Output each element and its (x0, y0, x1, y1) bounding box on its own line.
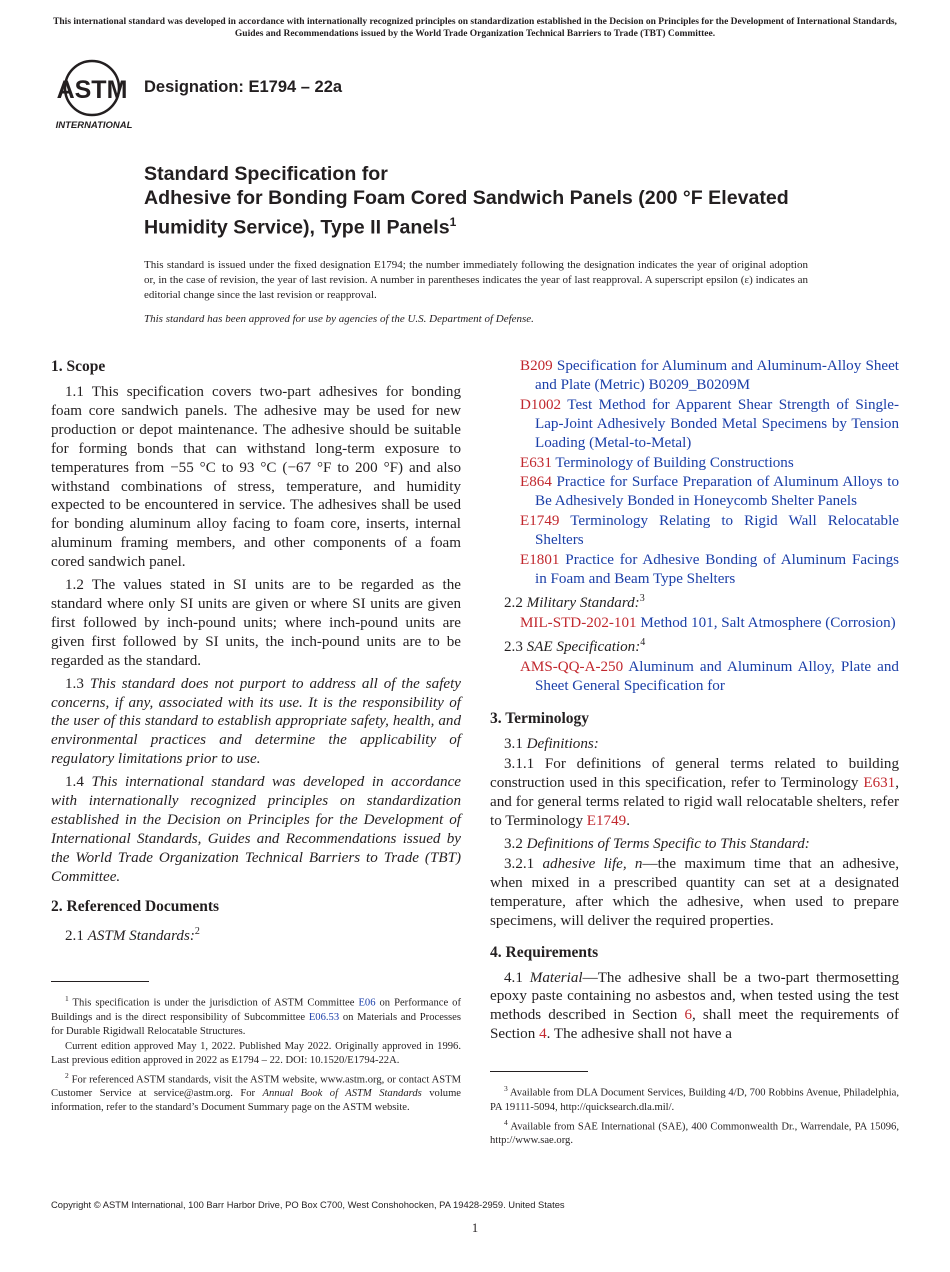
mil-reference[interactable] (505, 614, 899, 633)
right-column (490, 357, 900, 1147)
para-1-3-text: This standard does not purport to address all of the safety concerns, if any, associated with its use. It is the responsibility of the user of this standard to establish appropriate safety, health, and environmental practices and determine the applicability of regulatory limitations prior to use. (51, 675, 461, 768)
right-footnotes (490, 1065, 899, 1149)
mil-ref-code[interactable]: MIL-STD-202-101 (520, 614, 637, 631)
issuance-note: This standard is issued under the fixed designation E1794; the number immediately following the designation indicates the year of original adoption or, in the case of revision, the year of last revision. A number in parentheses indicates the year of last reapproval. A superscript epsilon (ε) indicates an editorial change since the last revision or reapproval. (144, 259, 808, 301)
fn1-text-c: on Materials and Processes for Durable Rigidwall Relocatable Structures. (51, 1011, 461, 1037)
para-4-1-term: Material (529, 969, 583, 986)
fn1-mark: 1 (65, 994, 69, 1003)
fn1-link-e06[interactable]: E06 (358, 997, 376, 1009)
para-2-1-text: ASTM Standards: (87, 927, 195, 944)
reference-code[interactable]: E631 (520, 454, 552, 471)
para-2-2-num: 2.2 (504, 594, 523, 611)
tbt-banner: This international standard was developed in accordance with internationally recognized principles on standardization established in the Decision on Principles for the Development of International Standards, Guides and Recommendations issued by the World Trade Organization Technical Barriers to Trade (TBT) Committee. (53, 17, 897, 39)
fn2-text-a: For referenced ASTM standards, visit the ASTM website, www.astm.org, or contact ASTM Customer Service at service@astm.org. For (51, 1074, 461, 1100)
footnote-1 (51, 992, 461, 1039)
para-4-1-num: 4.1 (504, 969, 523, 986)
astm-reference-item[interactable] (505, 512, 899, 550)
link-section-4[interactable]: 4 (539, 1026, 547, 1043)
para-3-2-num: 3.2 (504, 836, 523, 852)
designation: Designation: E1794 – 22a (144, 78, 343, 96)
para-1-2: 1.2 The values stated in SI units are to be regarded as the standard where only SI units are given or where SI units are given first followed by inch-pound units; where inch-pound units are given first followed by SI units, the inch-pound units are to be regarded as the standard. (51, 577, 461, 669)
para-3-2 (490, 835, 899, 854)
para-2-2-text: Military Standard: (526, 594, 640, 611)
para-1-4 (51, 773, 461, 886)
para-4-1 (490, 969, 899, 1045)
left-column (51, 357, 462, 1114)
page-number: 1 (471, 1221, 479, 1235)
para-3-1-text: Definitions: (526, 736, 599, 753)
section-3-heading: 3. Terminology (490, 710, 590, 728)
astm-reference-item[interactable] (505, 357, 899, 395)
para-1-1: 1.1 This specification covers two-part adhesives for bonding foam core sandwich panels. The adhesive may be used for new production or depot maintenance. The adhesive should be suitable for forming bonds that can withstand long-term exposure to temperatures from −55 °C to 93 °C (−67 °F to 200 °F) and also withstand combinations of stress, temperature, and humidity expected to be encountered in service. The adhesives shall be used for bonding aluminum alloy facing to foam core, inserts, internal aluminum framing members, and other components of a foam cored sandwich panel. (51, 384, 461, 571)
footnote-3 (490, 1082, 899, 1115)
footnote-4 (490, 1116, 899, 1149)
para-3-1-1 (490, 755, 899, 831)
astm-logo (52, 58, 136, 132)
reference-title[interactable]: Terminology of Building Constructions (555, 454, 794, 471)
para-3-2-1-num: 3.2.1 (504, 855, 535, 872)
reference-code[interactable]: E864 (520, 474, 552, 491)
link-e1749[interactable]: E1749 (586, 813, 627, 830)
link-e631[interactable]: E631 (863, 775, 896, 792)
footnote-2 (51, 1069, 461, 1116)
astm-reference-item[interactable] (505, 473, 899, 511)
dod-approval-note: This standard has been approved for use by agencies of the U.S. Department of Defense. (144, 313, 534, 325)
footnote-divider-right (490, 1071, 588, 1072)
para-3-2-1 (490, 855, 899, 931)
reference-code[interactable]: D1002 (520, 396, 562, 413)
reference-title[interactable]: Terminology Relating to Rigid Wall Relocatable Shelters (535, 513, 899, 549)
para-3-2-1-term: adhesive life, n (542, 855, 643, 872)
fn3-mark: 3 (504, 1084, 508, 1093)
para-2-2 (490, 590, 899, 613)
copyright-notice: Copyright © ASTM International, 100 Barr Harbor Drive, PO Box C700, West Conshohocken, PA 19428-2959. United States (51, 1199, 565, 1210)
para-2-2-sup: 3 (639, 592, 645, 604)
para-2-3 (490, 634, 899, 657)
title-footnote-mark: 1 (449, 215, 457, 229)
title-line-2: Adhesive for Bonding Foam Cored Sandwich Panels (200 °F Elevated Humidity Service), Type II Panels (144, 187, 789, 239)
para-3-1-1-c: . (626, 813, 630, 830)
para-2-1-sup: 2 (194, 925, 200, 937)
footnote-1-edition: Current edition approved May 1, 2022. Published May 2022. Originally approved in 1996. Last previous edition approved in 2022 as E1794 – 22. DOI: 10.1520/E1794-22A. (51, 1040, 461, 1066)
fn1-text-b: on Performance of Buildings and is the direct responsibility of Subcommittee (51, 997, 461, 1023)
reference-title[interactable]: Practice for Surface Preparation of Aluminum Alloys to Be Adhesively Bonded in Honeycomb Shelter Panels (535, 474, 899, 510)
document-title (144, 162, 844, 240)
para-3-1-1-a: 3.1.1 For definitions of general terms related to building construction used in this specification, refer to Terminology (490, 756, 899, 792)
para-1-4-text: This international standard was developed in accordance with internationally recognized principles on standardization established in the Decision on Principles for the Development of International Standards, Guides and Recommendations issued by the World Trade Organization Technical Barriers to Trade (TBT) Committee. (51, 774, 461, 885)
para-2-3-text: SAE Specification: (526, 638, 641, 655)
para-2-3-num: 2.3 (504, 638, 523, 655)
astm-reference-item[interactable] (505, 396, 899, 453)
section-1-heading: 1. Scope (51, 358, 106, 375)
fn2-text-b: volume information, refer to the standard’s Document Summary page on the ASTM website. (51, 1088, 462, 1114)
title-line-1: Standard Specification for (144, 163, 388, 185)
fn2-mark: 2 (65, 1070, 69, 1080)
para-1-3 (51, 675, 461, 770)
section-2-heading: 2. Referenced Documents (51, 897, 220, 915)
logo-letters: ASTM (56, 76, 128, 104)
link-section-6[interactable]: 6 (684, 1007, 693, 1024)
para-3-1 (490, 735, 899, 754)
astm-reference-list (490, 357, 899, 589)
sae-ref-code[interactable]: AMS-QQ-A-250 (520, 658, 624, 675)
reference-title[interactable]: Specification for Aluminum and Aluminum-Alloy Sheet and Plate (Metric) B0209_B0209M (535, 358, 899, 393)
para-2-1 (51, 923, 461, 946)
para-3-2-text: Definitions of Terms Specific to This Standard: (526, 836, 810, 852)
left-footnotes (51, 975, 461, 1116)
reference-code[interactable]: E1749 (520, 513, 560, 530)
title-main (144, 186, 844, 240)
reference-title[interactable]: Practice for Adhesive Bonding of Aluminum Facings in Foam and Beam Type Shelters (535, 552, 899, 587)
reference-code[interactable]: B209 (520, 358, 553, 374)
sae-ref-title[interactable]: Aluminum and Aluminum Alloy, Plate and Sheet General Specification for (535, 658, 899, 694)
sae-reference[interactable] (505, 658, 899, 696)
para-1-4-num: 1.4 (65, 774, 84, 791)
section-4-heading: 4. Requirements (490, 943, 599, 961)
fn4-mark: 4 (504, 1117, 508, 1127)
para-3-2-1-text: —the maximum time that an adhesive, when mixed in a prescribed quantity can set at a designated temperature, after which the adhesive, when used to prepare specimens, will deliver the required properties. (490, 855, 899, 929)
para-1-3-num: 1.3 (65, 675, 84, 692)
fn4-text: Available from SAE International (SAE), 400 Commonwealth Dr., Warrendale, PA 15096, http://www.sae.org. (490, 1121, 899, 1147)
para-3-1-1-b: , and for general terms related to rigid wall relocatable shelters, refer to Terminology (490, 775, 900, 830)
fn3-text: Available from DLA Document Services, Building 4/D, 700 Robbins Avenue, Philadelphia, PA 19111-5094, http://quicksearch.dla.mil/. (490, 1087, 899, 1113)
fn1-text-a: This specification is under the jurisdiction of ASTM Committee (72, 997, 355, 1009)
para-3-1-num: 3.1 (504, 736, 523, 753)
para-4-1-b: , shall meet the requirements of Section (490, 1007, 899, 1043)
para-2-1-num: 2.1 (65, 927, 84, 944)
astm-reference-item[interactable] (505, 454, 899, 473)
para-4-1-c: . The adhesive shall not have a (546, 1026, 733, 1043)
reference-title[interactable]: Test Method for Apparent Shear Strength of Single-Lap-Joint Adhesively Bonded Metal Specimens by Tension Loading (Metal-to-Metal) (535, 396, 899, 451)
astm-logo-graphic (52, 58, 136, 132)
footnote-divider (51, 981, 149, 982)
astm-reference-item[interactable] (505, 551, 899, 589)
logo-subtitle: INTERNATIONAL (55, 120, 133, 131)
reference-code[interactable]: E1801 (520, 552, 560, 569)
fn1-link-e0653[interactable]: E06.53 (308, 1011, 340, 1023)
para-2-3-sup: 4 (640, 636, 646, 648)
fn2-italic: Annual Book of ASTM Standards (262, 1088, 422, 1100)
mil-ref-title[interactable]: Method 101, Salt Atmosphere (Corrosion) (640, 614, 896, 631)
para-4-1-a: —The adhesive shall be a two-part thermosetting epoxy paste containing no asbestos and, when tested using the test methods described in Section (490, 969, 899, 1024)
